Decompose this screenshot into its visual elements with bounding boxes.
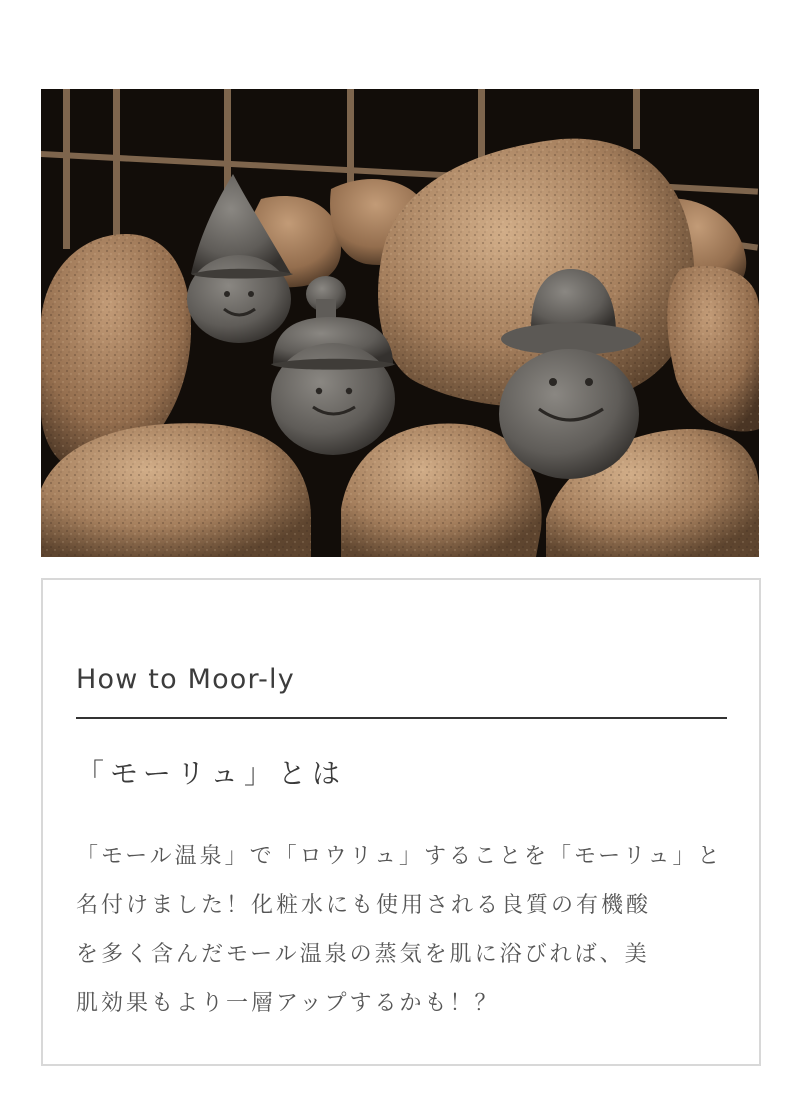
info-card [41,578,761,1066]
sauna-stones-illustration [41,89,759,557]
body-line: を多く含んだモール温泉の蒸気を肌に浴びれば、美 [76,942,650,967]
body-line: 肌効果もより一層アップするかも！？ [76,991,500,1016]
card-heading: How to Moor-ly [76,664,295,695]
hero-photo [41,89,759,557]
body-line: 名付けました！化粧水にも使用される良質の有機酸 [76,893,652,918]
card-subtitle: 「モーリュ」とは [76,757,347,790]
heading-divider [76,717,727,719]
card-body [76,832,736,1028]
body-line: 「モール温泉」で「ロウリュ」することを「モーリュ」と [76,844,723,869]
